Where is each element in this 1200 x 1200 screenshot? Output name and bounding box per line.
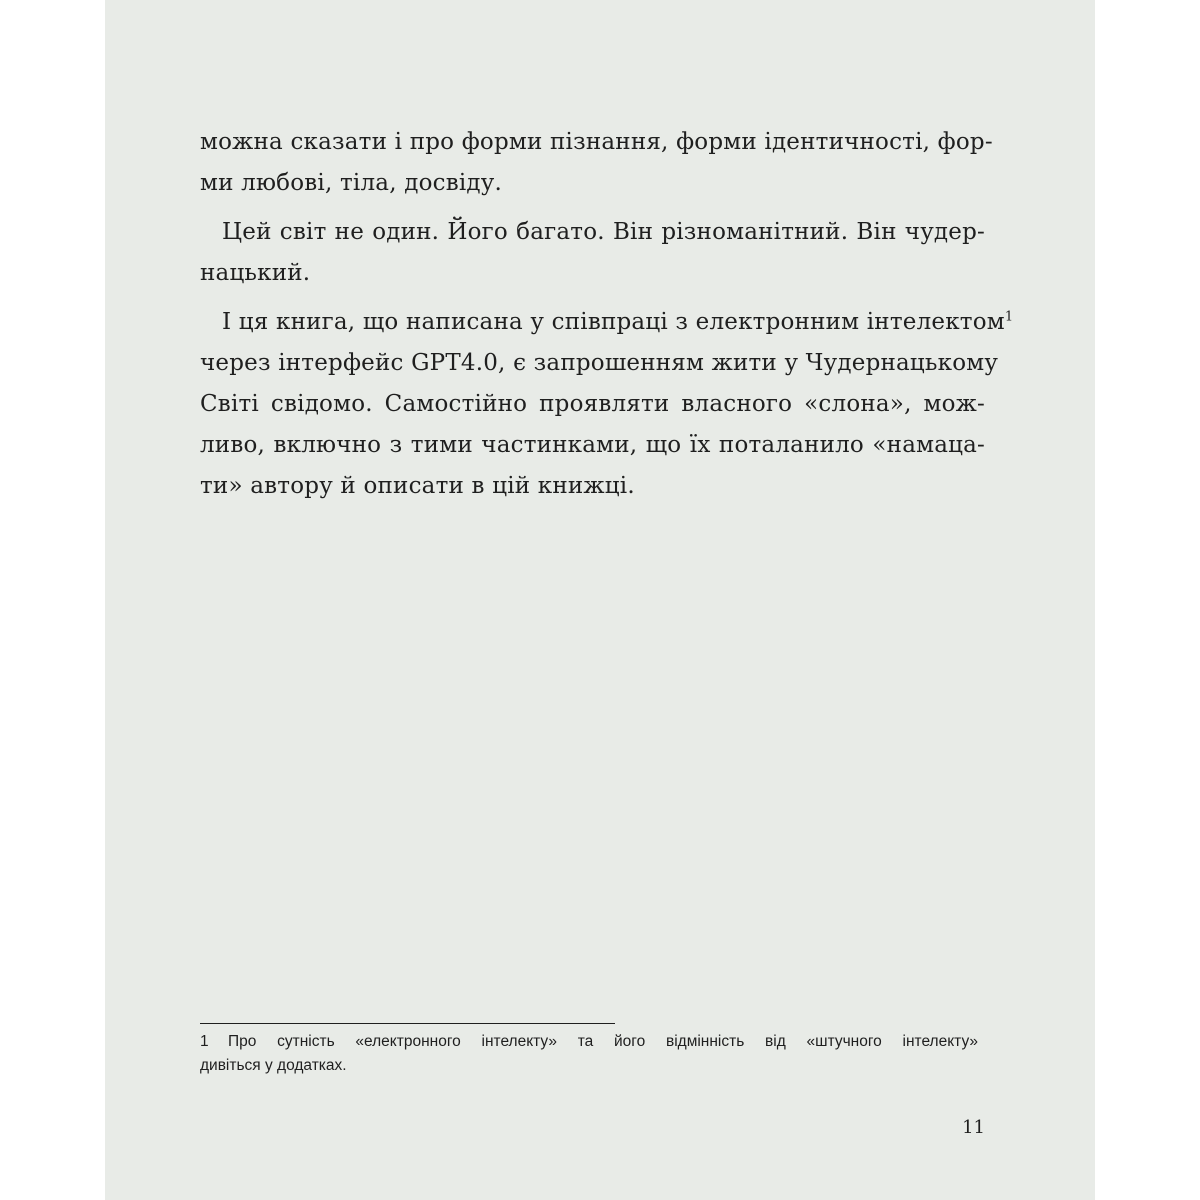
footnote-line bbox=[200, 1030, 978, 1054]
text-segment: І ця книга, що написана у співпраці з електронним інтелектом bbox=[222, 309, 1005, 335]
footnote-number: 1 bbox=[200, 1033, 209, 1050]
paragraph-3 bbox=[200, 302, 1014, 507]
footnote bbox=[200, 1030, 978, 1078]
text-line: Цей світ не один. Його багато. Він різноманітний. Він чудер- bbox=[222, 219, 985, 245]
footnote-text: Про сутність «електронного інтелекту» та його відмінність від «штучного інтелекту» bbox=[228, 1033, 978, 1050]
main-text bbox=[200, 122, 1014, 507]
page-number: 11 bbox=[962, 1117, 985, 1138]
text-line bbox=[200, 302, 1014, 343]
footnote-reference[interactable]: 1 bbox=[1004, 309, 1014, 325]
text-line: можна сказати і про форми пізнання, форми ідентичності, фор- bbox=[200, 129, 993, 155]
text-line: Світі свідомо. Самостійно проявляти власного «слона», мож- bbox=[200, 391, 985, 417]
paragraph-1 bbox=[200, 122, 993, 204]
text-line: через інтерфейс GPT4.0, є запрошенням жити у Чудернацькому bbox=[200, 350, 999, 376]
paragraph-2 bbox=[200, 212, 985, 294]
text-line: нацький. bbox=[200, 260, 311, 286]
footnote-line: дивіться у додатках. bbox=[200, 1057, 347, 1074]
book-page bbox=[105, 0, 1095, 1200]
text-line: ти» автору й описати в цій книжці. bbox=[200, 473, 635, 499]
text-line: ливо, включно з тими частинками, що їх поталанило «намаца- bbox=[200, 432, 985, 458]
text-line: ми любові, тіла, досвіду. bbox=[200, 170, 503, 196]
footnote-separator bbox=[200, 1023, 615, 1024]
